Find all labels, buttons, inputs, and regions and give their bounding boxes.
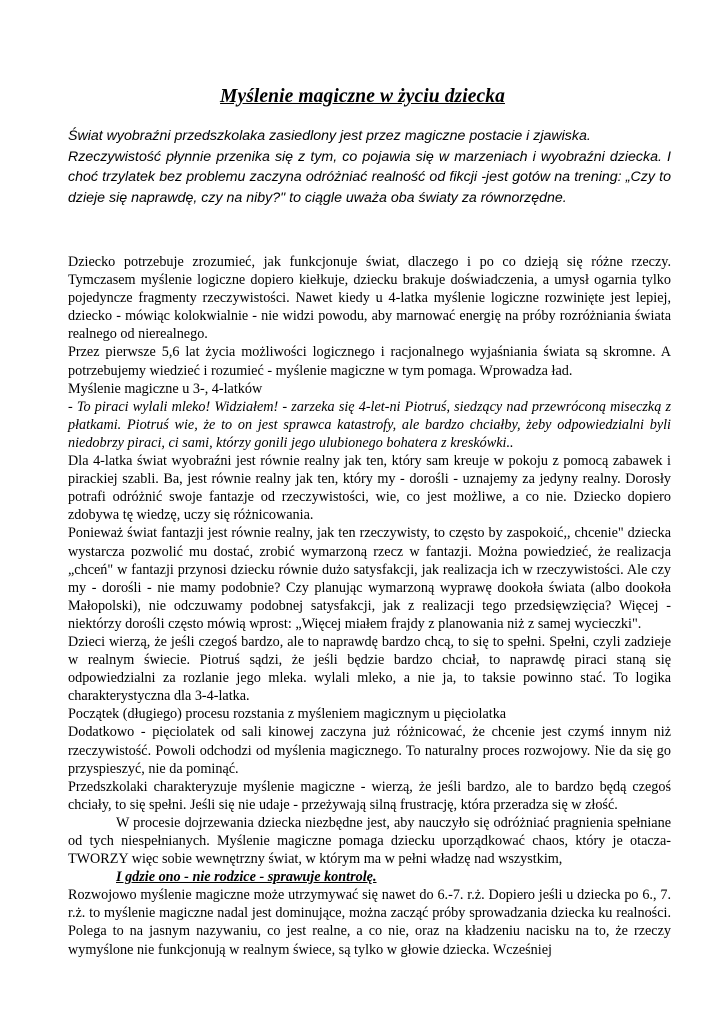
body-paragraph: Ponieważ świat fantazji jest równie realny, jak ten rzeczywisty, to często by zaspokoić,, chcenie" dziecka wystarcza pozwolić mu dostać, zrobić wymarzoną rzecz w fantazji. Można powiedzieć, że realizacja „chceń" w fantazji przynosi dziecku równie dużo satysfakcji, jak realizacja ich w rzeczywistości. Ale czy my - dorośli - nie mamy podobnie? Czy planując wymarzoną wyprawę dookoła świata (albo dookoła Małopolski), nie odczuwamy podobnej satysfakcji, jak z realizacji tego przedsięwzięcia? Więcej - niektórzy dorośli często mówią wprost: „Więcej miałem frajdy z planowania niż z samej wycieczki". — [68, 525, 671, 632]
emphasis-heading: I gdzie ono - nie rodzice - sprawuje kontrolę. — [116, 869, 377, 886]
body-paragraph: Dla 4-latka świat wyobraźni jest równie realny jak ten, który sam kreuje w pokoju z pomocą zabawek i pirackiej szabli. Ba, jest równie realny jak ten, który my - dorośli - uznajemy za jedyny realny. Dorosły potrafi odróżnić swoje fantazje od rzeczywistości, wie, co jest możliwe, a co nie. Dziecko dopiero zdobywa tę wiedzę, uczy się różnicowania. — [68, 453, 671, 524]
body-paragraph: Przedszkolaki charakteryzuje myślenie magiczne - wierzą, że jeśli bardzo, ale to bardzo będą czegoś chciały, to się spełni. Jeśli się nie udaje - przeżywają silną frustrację, która przeradza się w złość. — [68, 778, 671, 813]
body-section — [68, 253, 671, 959]
lead-paragraph: Świat wyobraźni przedszkolaka zasiedlony jest przez magiczne postacie i zjawiska. — [68, 128, 591, 144]
lead-section — [68, 126, 671, 208]
page-title: Myślenie magiczne w życiu dziecka — [220, 86, 505, 107]
body-paragraph: Dziecko potrzebuje zrozumieć, jak funkcjonuje świat, dlaczego i po co dzieją się różne rzeczy. Tymczasem myślenie logiczne dopiero kiełkuje, dziecku brakuje doświadczenia, a umysł ogarnia tylko pojedyncze fragmenty rzeczywistości. Nawet kiedy u 4-latka myślenie logiczne rozwinięte jest lepiej, dziecko - mówiąc kolokwialnie - nie widzi powodu, aby marnować energię na próby rozróżniania świata realnego od nierealnego. — [68, 254, 671, 343]
body-paragraph: Dodatkowo - pięciolatek od sali kinowej zaczyna już różnicować, że chcenie jest czymś innym niż rzeczywistość. Powoli odchodzi od myślenia magicznego. To naturalny proces rozwojowy. Nie da się go przyspieszyć, nie da pominąć. — [68, 724, 671, 777]
section-heading: Początek (długiego) procesu rozstania z myśleniem magicznym u pięciolatka — [68, 706, 507, 723]
body-paragraph: W procesie dojrzewania dziecka niezbędne jest, aby nauczyło się odróżniać pragnienia spełniane od tych niespełnianych. Myślenie magiczne pomaga dziecku uporządkować chaos, który je otacza- TWORZY więc sobie wewnętrzny świat, w którym ma w pełni władzę nad wszystkim, — [68, 814, 671, 868]
body-paragraph: Dzieci wierzą, że jeśli czegoś bardzo, ale to naprawdę bardzo chcą, to się to spełni. Spełni, czyli zadzieje w realnym świecie. Piotruś sądzi, że jeśli będzie bardzo chciał, to naprawdę piraci staną się odpowiedzialni za rozlanie jego mleka. wylali mleko, a nie ja, to taksie powinno stać. To logika charakterystyczna dla 3-4-latka. — [68, 633, 671, 705]
section-heading: Myślenie magiczne u 3-, 4-latków — [68, 380, 263, 397]
body-paragraph: Przez pierwsze 5,6 lat życia możliwości logicznego i racjonalnego wyjaśniania świata są skromne. A potrzebujemy wiedzieć i rozumieć - myślenie magiczne w tym pomaga. Wprowadza ład. — [68, 344, 671, 379]
lead-paragraph: Rzeczywistość płynnie przenika się z tym, co pojawia się w marzeniach i wyobraźni dziecka. I choć trzylatek bez problemu zaczyna odróżniać realność od fikcji -jest gotów na trening: „Czy to dzieje się naprawdę, czy na niby?" to ciągle uważa oba światy za równorzędne. — [68, 148, 671, 206]
italic-quote-paragraph: - To piraci wylali mleko! Widziałem! - zarzeka się 4-let-ni Piotruś, siedzący nad przewróconą miseczką z płatkami. Piotruś wie, że to on jest sprawca katastrofy, ale bardzo chciałby, żeby odpowiedzialni byli niedobrzy piraci, ci sami, którzy gonili jego ulubionego bohatera z kreskówki.. — [68, 398, 671, 451]
body-paragraph: Rozwojowo myślenie magiczne może utrzymywać się nawet do 6.-7. r.ż. Dopiero jeśli u dziecka po 6., 7. r.ż. to myślenie magiczne nadal jest dominujące, można zacząć próby sprowadzania dziecka ku realności. Polega to na jasnym nazywaniu, co jest realne, a co nie, oraz na kładzeniu nacisku na to, że rzeczy wymyślone nie funkcjonują w realnym świece, są tylko w głowie dziecka. Wcześniej — [68, 887, 671, 958]
